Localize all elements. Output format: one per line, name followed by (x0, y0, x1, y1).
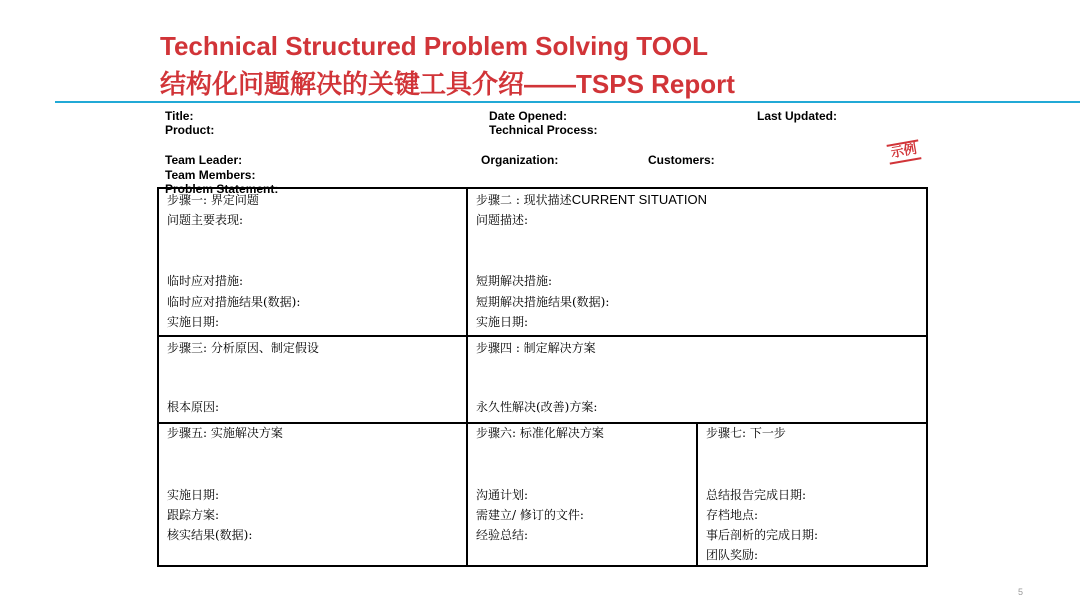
example-stamp: 示例 (887, 139, 922, 164)
step6-docs: 需建立/ 修订的文件: (476, 508, 584, 522)
step4-heading: 步骤四 : 制定解决方案 (476, 341, 596, 355)
field-problem-statement: Problem Statement: (165, 182, 279, 196)
step1-heading: 步骤一: 界定问题 (167, 193, 259, 207)
step5-tracking-plan: 跟踪方案: (167, 508, 220, 522)
field-product: Product: (165, 123, 215, 137)
step2-short-term-action: 短期解决措施: (476, 274, 553, 288)
step1-impl-date: 实施日期: (167, 315, 220, 329)
step2-short-term-result: 短期解决措施结果(数据): (476, 295, 610, 309)
step3-root-cause: 根本原因: (167, 400, 220, 414)
title-divider (55, 101, 1080, 103)
field-customers: Customers: (648, 153, 715, 167)
field-technical-process: Technical Process: (489, 123, 598, 137)
step1-main-symptom: 问题主要表现: (167, 213, 244, 227)
step2-heading-zh: 步骤二 : 现状描述 (476, 193, 572, 207)
field-team-leader: Team Leader: (165, 153, 243, 167)
field-team-members: Team Members: (165, 168, 256, 182)
page-number: 5 (1018, 587, 1024, 597)
step3-heading: 步骤三: 分析原因、制定假设 (167, 341, 319, 355)
step6-comm-plan: 沟通计划: (476, 488, 529, 502)
page-title-zh: 结构化问题解决的关键工具介绍——TSPS Report (160, 69, 735, 99)
step2-impl-date: 实施日期: (476, 315, 529, 329)
step4-permanent-solution: 永久性解决(改善)方案: (476, 400, 598, 414)
step5-heading: 步骤五: 实施解决方案 (167, 426, 283, 440)
step6-lessons: 经验总结: (476, 528, 529, 542)
step2-problem-desc: 问题描述: (476, 213, 529, 227)
step7-heading: 步骤七: 下一步 (706, 426, 786, 440)
step2-heading-en: CURRENT SITUATION (571, 192, 707, 207)
page-title-en: Technical Structured Problem Solving TOOL (160, 31, 709, 61)
tsps-form-grid (157, 187, 928, 567)
field-last-updated: Last Updated: (757, 109, 838, 123)
grid-divider-h1 (159, 335, 926, 337)
step6-heading: 步骤六: 标准化解决方案 (476, 426, 604, 440)
grid-divider-v2 (696, 424, 698, 565)
step7-postmortem-date: 事后剖析的完成日期: (706, 528, 819, 542)
field-organization: Organization: (481, 153, 559, 167)
step2-heading (476, 191, 707, 209)
step7-archive-location: 存档地点: (706, 508, 759, 522)
step1-interim-result: 临时应对措施结果(数据): (167, 295, 301, 309)
step7-report-date: 总结报告完成日期: (706, 488, 807, 502)
step5-impl-date: 实施日期: (167, 488, 220, 502)
step7-team-reward: 团队奖励: (706, 548, 759, 562)
grid-divider-v1 (466, 189, 468, 565)
step1-interim-action: 临时应对措施: (167, 274, 244, 288)
field-title: Title: (165, 109, 194, 123)
step5-verify-result: 核实结果(数据): (167, 528, 253, 542)
field-date-opened: Date Opened: (489, 109, 568, 123)
